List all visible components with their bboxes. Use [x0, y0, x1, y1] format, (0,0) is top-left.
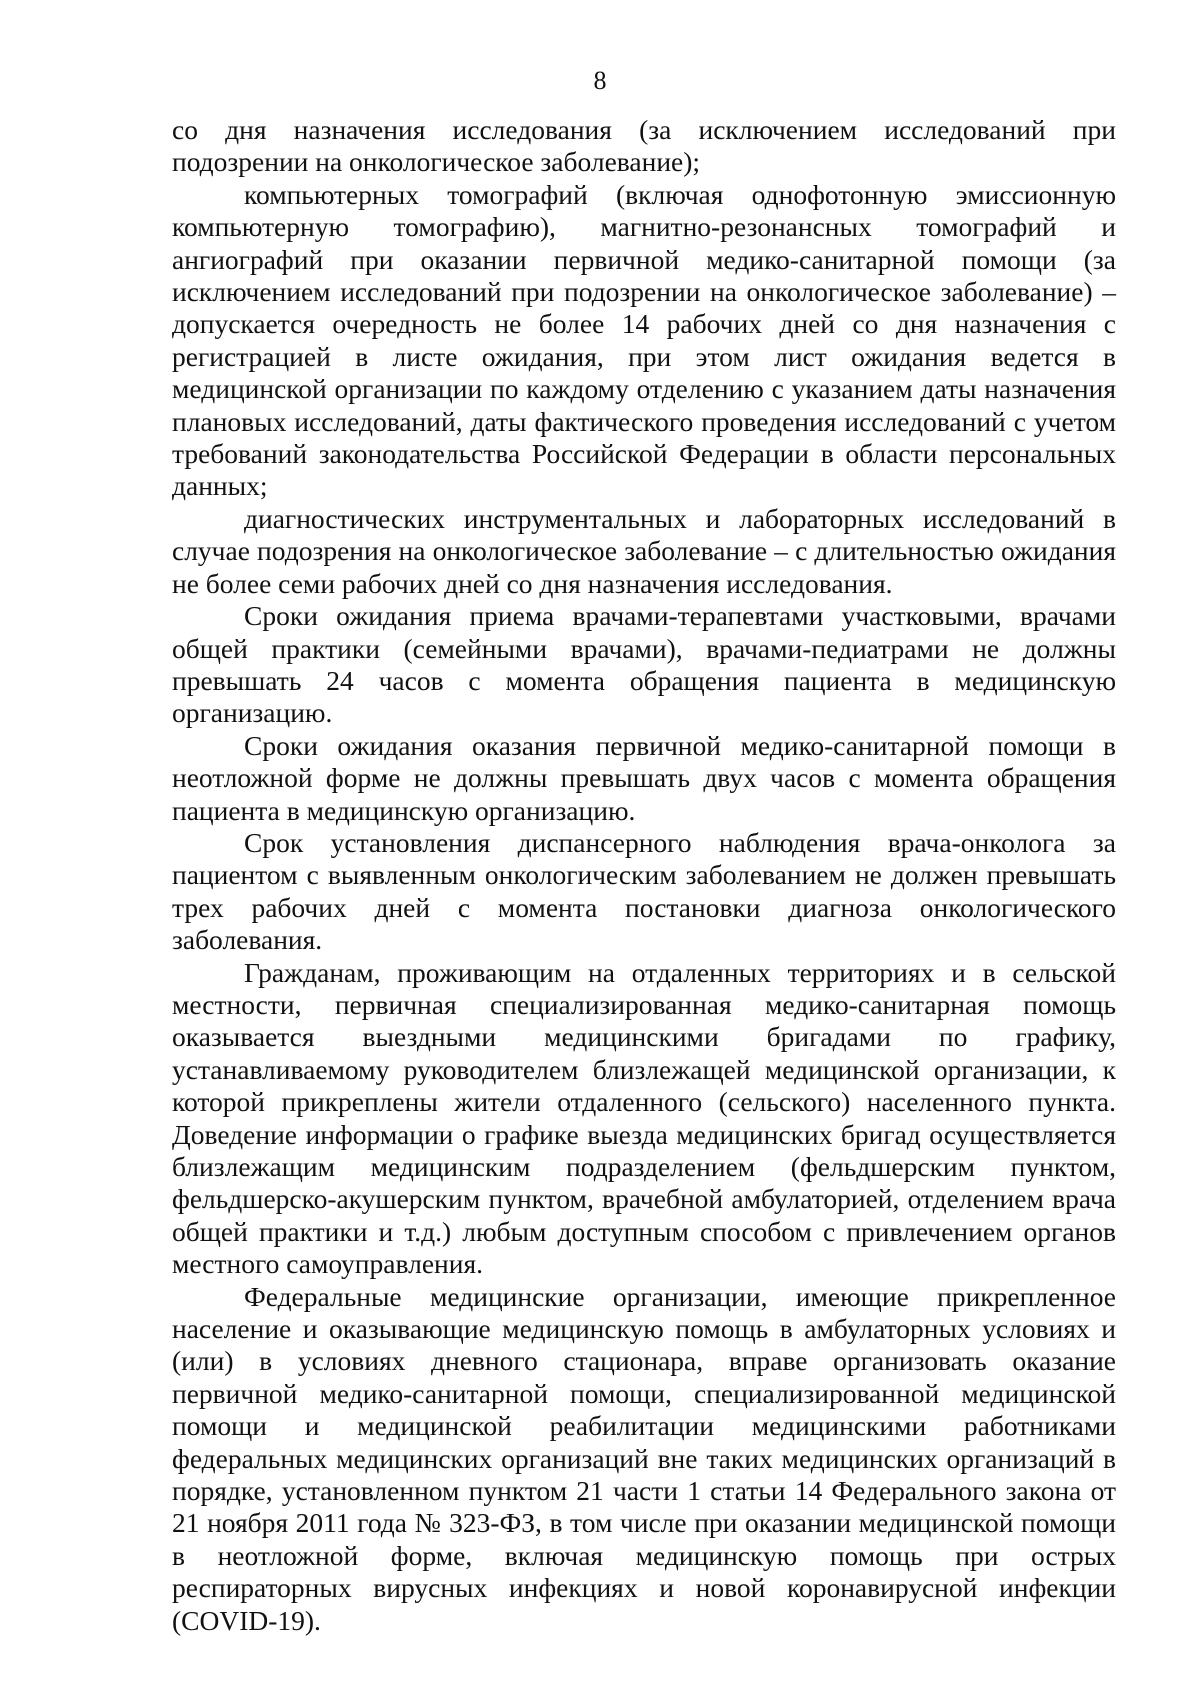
paragraph-continuation: со дня назначения исследования (за исключением исследований при подозрении на онкологическое заболевание);	[172, 114, 1116, 178]
paragraph-computed-tomography: компьютерных томографий (включая однофотонную эмиссионную компьютерную томографию), магнитно-резонансных томографий и ангиографий при оказании первичной медико-санитарной помощи (за исключением исследований при подозрении на онкологическое заболевание) – допускается очередность не более 14 рабочих дней со дня назначения с регистрацией в листе ожидания, при этом лист ожидания ведется в медицинской организации по каждому отделению с указанием даты назначения плановых исследований, даты фактического проведения исследований с учетом требований законодательства Российской Федерации в области персональных данных;	[172, 178, 1116, 502]
document-body	[172, 114, 1116, 1637]
page-number: 8	[593, 66, 607, 95]
paragraph-therapist-waiting: Сроки ожидания приема врачами-терапевтами участковыми, врачами общей практики (семейными врачами), врачами-педиатрами не должны превышать 24 часов с момента обращения пациента в медицинскую организацию.	[172, 600, 1116, 729]
paragraph-urgent-care-waiting: Сроки ожидания оказания первичной медико-санитарной помощи в неотложной форме не должны превышать двух часов с момента обращения пациента в медицинскую организацию.	[172, 729, 1116, 826]
paragraph-federal-organizations: Федеральные медицинские организации, имеющие прикрепленное население и оказывающие медицинскую помощь в амбулаторных условиях и (или) в условиях дневного стационара, вправе организовать оказание первичной медико-санитарной помощи, специализированной медицинской помощи и медицинской реабилитации медицинскими работниками федеральных медицинских организаций вне таких медицинских организаций в порядке, установленном пунктом 21 части 1 статьи 14 Федерального закона от 21 ноября 2011 года № 323-ФЗ, в том числе при оказании медицинской помощи в неотложной форме, включая медицинскую помощь при острых респираторных вирусных инфекциях и новой коронавирусной инфекции (COVID-19).	[172, 1280, 1116, 1636]
paragraph-diagnostic-research: диагностических инструментальных и лабораторных исследований в случае подозрения на онкологическое заболевание – с длительностью ожидания не более семи рабочих дней со дня назначения исследования.	[172, 502, 1116, 599]
paragraph-oncologist-observation: Срок установления диспансерного наблюдения врача-онколога за пациентом с выявленным онкологическим заболеванием не должен превышать трех рабочих дней с момента постановки диагноза онкологического заболевания.	[172, 826, 1116, 956]
paragraph-remote-territories: Гражданам, проживающим на отдаленных территориях и в сельской местности, первичная специализированная медико-санитарная помощь оказывается выездными медицинскими бригадами по графику, устанавливаемому руководителем близлежащей медицинской организации, к которой прикреплены жители отдаленного (сельского) населенного пункта. Доведение информации о графике выезда медицинских бригад осуществляется близлежащим медицинским подразделением (фельдшерским пунктом, фельдшерско-акушерским пунктом, врачебной амбулаторией, отделением врача общей практики и т.д.) любым доступным способом с привлечением органов местного самоуправления.	[172, 956, 1116, 1280]
